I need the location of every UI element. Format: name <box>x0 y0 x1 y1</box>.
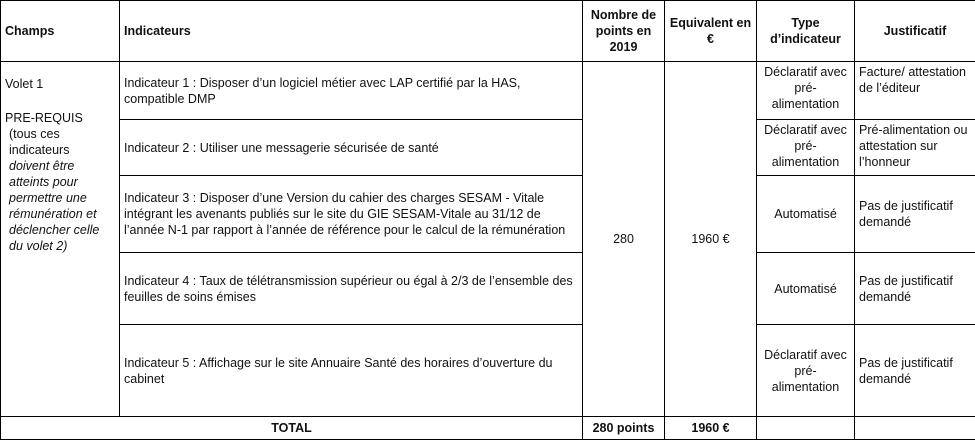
table-row <box>1 120 975 176</box>
type-cell: Déclaratif avec pré-alimentation <box>757 62 855 120</box>
champ-volet: Volet 1 <box>5 77 44 91</box>
indicateur-cell: Indicateur 5 : Affichage sur le site Annuaire Santé des horaires d’ouverture du cabinet <box>120 325 583 417</box>
type-cell: Déclaratif avec pré-alimentation <box>757 325 855 417</box>
equivalent-cell: 1960 € <box>665 62 757 417</box>
total-label: TOTAL <box>1 417 583 440</box>
indicateur-cell: Indicateur 1 : Disposer d’un logiciel métier avec LAP certifié par la HAS, compatible DMP <box>120 62 583 120</box>
header-type: Type d’indicateur <box>757 1 855 62</box>
justificatif-cell: Pas de justificatif demandé <box>855 325 975 417</box>
total-empty-type <box>757 417 855 440</box>
champ-italic-note: doivent être atteints pour permettre une rémunération et déclencher celle du volet 2) <box>9 159 100 253</box>
total-points: 280 points <box>583 417 665 440</box>
justificatif-cell: Pré-alimentation ou attestation sur l’honneur <box>855 120 975 176</box>
table-row <box>1 176 975 253</box>
table-row <box>1 62 975 120</box>
type-cell: Déclaratif avec pré-alimentation <box>757 120 855 176</box>
type-cell: Automatisé <box>757 253 855 325</box>
header-champs: Champs <box>1 1 120 62</box>
indicateur-cell: Indicateur 2 : Utiliser une messagerie sécurisée de santé <box>120 120 583 176</box>
header-justificatif: Justificatif <box>855 1 975 62</box>
total-empty-justificatif <box>855 417 975 440</box>
justificatif-cell: Facture/ attestation de l’éditeur <box>855 62 975 120</box>
header-row <box>1 1 975 62</box>
table-row <box>1 325 975 417</box>
indicateur-cell: Indicateur 3 : Disposer d’une Version du cahier des charges SESAM - Vitale intégrant les avenants publiés sur le site du GIE SESAM-Vitale au 31/12 de l’année N-1 par rapport à l’année de référence pour le calcul de la rémunération <box>120 176 583 253</box>
table-row <box>1 253 975 325</box>
champ-prerequis: PRE-REQUIS <box>5 111 83 125</box>
header-nombre-points: Nombre de points en 2019 <box>583 1 665 62</box>
points-cell: 280 <box>583 62 665 417</box>
header-equivalent: Equivalent en € <box>665 1 757 62</box>
champ-paren: (tous ces indicateurs <box>9 127 70 157</box>
justificatif-cell: Pas de justificatif demandé <box>855 176 975 253</box>
total-row <box>1 417 975 440</box>
total-equivalent: 1960 € <box>665 417 757 440</box>
indicateur-cell: Indicateur 4 : Taux de télétransmission supérieur ou égal à 2/3 de l’ensemble des feuilles de soins émises <box>120 253 583 325</box>
header-indicateurs: Indicateurs <box>120 1 583 62</box>
justificatif-cell: Pas de justificatif demandé <box>855 253 975 325</box>
champ-cell <box>1 62 120 417</box>
type-cell: Automatisé <box>757 176 855 253</box>
